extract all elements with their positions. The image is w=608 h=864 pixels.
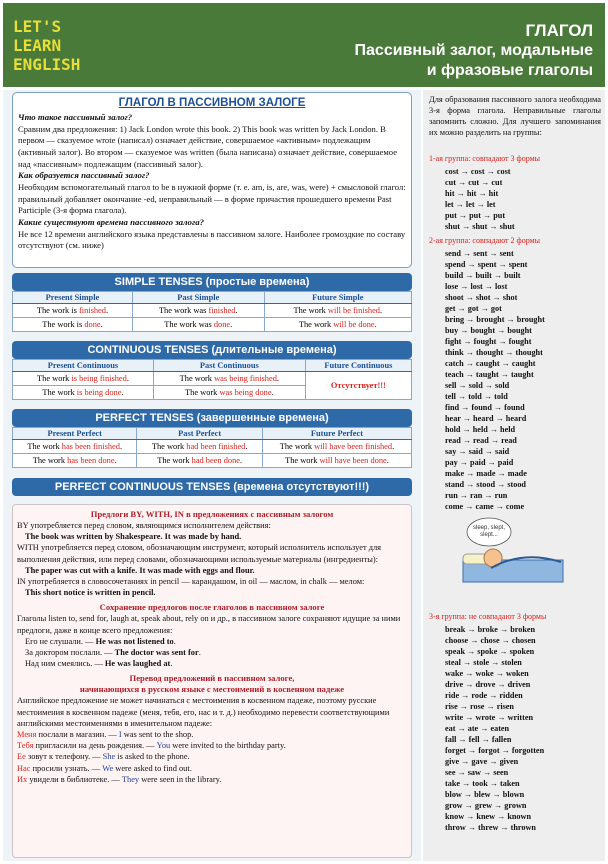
verb-forms: blow → blew → blown bbox=[445, 790, 525, 799]
perfect-tenses-band: PERFECT TENSES (завершенные времена) bbox=[12, 409, 412, 427]
translation-line: Тебя пригласили на день рождения. — You were invited to the birthday party. bbox=[17, 741, 286, 751]
prep-heading: начинающихся в русском языке с местоимений в косвенном падеже bbox=[79, 684, 345, 695]
verb-forms: fight → fought → fought bbox=[445, 337, 532, 346]
verb-forms: shut → shut → shut bbox=[445, 222, 515, 231]
verb-forms: buy → bought → bought bbox=[445, 326, 532, 335]
verb-forms: shoot → shot → shot bbox=[445, 293, 518, 302]
example-line: Над ним смеялись. — He was laughed at. bbox=[25, 659, 173, 669]
title-sub2: и фразовые глаголы bbox=[426, 62, 593, 79]
simple-tenses-band: SIMPLE TENSES (простые времена) bbox=[12, 273, 412, 291]
verb-forms: spend → spent → spent bbox=[445, 260, 528, 269]
verb-forms: put → put → put bbox=[445, 211, 506, 220]
verb-forms: forget → forgot → forgotten bbox=[445, 746, 545, 755]
translation-line: Меня послали в магазин. — I was sent to the shop. bbox=[17, 730, 194, 740]
verb-forms: hit → hit → hit bbox=[445, 189, 499, 198]
prep-heading: Предлоги BY, WITH, IN в предложениях с пассивным залогом bbox=[90, 509, 334, 519]
question: Какие существуют времена пассивного залога? bbox=[18, 216, 204, 227]
col-head: Future Perfect bbox=[262, 428, 411, 440]
verb-forms: choose → chose → chosen bbox=[445, 636, 536, 645]
verb-forms: ride → rode → ridden bbox=[445, 691, 523, 700]
verb-forms: cut → cut → cut bbox=[445, 178, 503, 187]
verb-forms: say → said → said bbox=[445, 447, 510, 456]
verb-forms: get → got → got bbox=[445, 304, 502, 313]
right-column bbox=[423, 90, 605, 861]
group1-heading: 1-ая группа: совпадают 3 формы bbox=[429, 154, 541, 163]
group3-heading: 3-я группа: не совпадают 3 формы bbox=[429, 612, 547, 621]
col-head: Future Continuous bbox=[305, 360, 411, 372]
verb-forms: teach → taught → taught bbox=[445, 370, 534, 379]
cell: The work was done. bbox=[132, 318, 264, 332]
verbs-intro: Для образования пассивного залога необходима 3-я форма глагола. Неправильные глаголы запомнить сложно. Для лучшего запоминания их можно разделить на группы: bbox=[429, 95, 601, 137]
verb-forms: wake → woke → woken bbox=[445, 669, 529, 678]
svg-text:slept...: slept... bbox=[480, 532, 498, 538]
verb-forms: see → saw → seen bbox=[445, 768, 509, 777]
left-column bbox=[3, 90, 421, 861]
logo-line: ENGLISH bbox=[13, 55, 81, 74]
perfect-table bbox=[12, 427, 412, 468]
verb-forms: grow → grew → grown bbox=[445, 801, 527, 810]
col-head: Present Perfect bbox=[13, 428, 137, 440]
cell: The work is being finished. bbox=[13, 372, 154, 386]
section-title: ГЛАГОЛ В ПАССИВНОМ ЗАЛОГЕ bbox=[118, 97, 306, 109]
prep-with: WITH употребляется перед словом, обозначающим инструмент, который исполнитель использует для выполнения действия, или перед словами, обозначающими используемые материалы (ингредиенты): bbox=[17, 543, 382, 564]
prepositions-box bbox=[12, 504, 412, 858]
cell: The work has been done. bbox=[13, 454, 137, 468]
continuous-tenses-band: CONTINUOUS TENSES (длительные времена) bbox=[12, 341, 412, 359]
prep-in: IN употребляется в словосочетаниях in pencil — карандашом, in oil — маслом, in chalk — мелом: bbox=[17, 577, 365, 587]
group1-list bbox=[445, 166, 515, 232]
title-sub1: Пассивный залог, модальные bbox=[354, 42, 593, 59]
verb-forms: send → sent → sent bbox=[445, 249, 514, 258]
prep-with-example: The paper was cut with a knife. It was made with eggs and flour. bbox=[25, 565, 255, 575]
verb-forms: tell → told → told bbox=[445, 392, 508, 401]
verb-forms: cost → cost → cost bbox=[445, 167, 511, 176]
simple-table bbox=[12, 291, 412, 332]
verb-forms: steal → stole → stolen bbox=[445, 658, 522, 667]
col-head: Present Continuous bbox=[13, 360, 154, 372]
cell: The work is finished. bbox=[13, 304, 133, 318]
translation-line: Нас просили узнать. — We were asked to find out. bbox=[17, 763, 192, 773]
translation-line: Их увидели в библиотеке. — They were seen in the library. bbox=[17, 774, 222, 784]
verb-forms: find → found → found bbox=[445, 403, 525, 412]
prep-paragraph: Глаголы listen to, send for, laugh at, speak about, rely on и др., в пассивном залоге сохраняют идущие за ними предлоги, даже в конце всего предложения: bbox=[17, 614, 401, 635]
verb-forms: hear → heard → heard bbox=[445, 414, 527, 423]
verb-forms: pay → paid → paid bbox=[445, 458, 514, 467]
prep-paragraph: Английское предложение не может начинаться с местоимения в косвенном падеже, поэтому русские местоимения в косвенном падеже (меня, тебя, его, нас и т. д.) необходимо перевести соответствующими английскими местоимениями в именительном падеже: bbox=[17, 696, 390, 728]
question: Что такое пассивный залог? bbox=[18, 112, 133, 122]
verb-forms: take → took → taken bbox=[445, 779, 520, 788]
verb-forms: make → made → made bbox=[445, 469, 527, 478]
prep-in-example: This short notice is written in pencil. bbox=[25, 588, 156, 598]
svg-text:sleep, slept,: sleep, slept, bbox=[472, 525, 506, 531]
question: Как образуется пассивный залог? bbox=[18, 170, 150, 181]
verb-forms: catch → caught → caught bbox=[445, 359, 536, 368]
logo bbox=[13, 17, 123, 74]
cell: The work is done. bbox=[13, 318, 133, 332]
cell: The work will have been done. bbox=[262, 454, 411, 468]
verb-forms: break → broke → broken bbox=[445, 625, 536, 634]
verb-forms: lose → lost → lost bbox=[445, 282, 508, 291]
continuous-table bbox=[12, 359, 412, 400]
verb-forms: give → gave → given bbox=[445, 757, 519, 766]
prep-heading: Перевод предложений в пассивном залоге, bbox=[129, 673, 295, 684]
paragraph: Необходим вспомогательный глагол to be в нужной форме (т. е. am, is, are, was, were) + смысловой глагол: правильный добавляет окончание -ed, неправильный — в форме причастия прошедшего времени Past Participle (3-я форма глагола). bbox=[18, 181, 406, 216]
cell: The work had been finished. bbox=[137, 440, 263, 454]
verb-forms: read → read → read bbox=[445, 436, 517, 445]
verb-forms: hold → held → held bbox=[445, 425, 516, 434]
verb-forms: build → built → built bbox=[445, 271, 521, 280]
verb-forms: eat → ate → eaten bbox=[445, 724, 510, 733]
verb-forms: speak → spoke → spoken bbox=[445, 647, 535, 656]
prep-by: BY употребляется перед словом, являющимся исполнителем действия: bbox=[17, 521, 271, 530]
group2-list bbox=[445, 248, 545, 512]
col-head: Past Perfect bbox=[137, 428, 263, 440]
page-title bbox=[355, 21, 593, 81]
verb-forms: fall → fell → fallen bbox=[445, 735, 512, 744]
verb-forms: know → knew → known bbox=[445, 812, 531, 821]
cell: The work will be done. bbox=[264, 318, 411, 332]
verb-forms: throw → threw → thrown bbox=[445, 823, 536, 832]
sleeping-person-icon bbox=[453, 510, 573, 590]
cell: The work is being done. bbox=[13, 386, 154, 400]
verb-forms: run → ran → run bbox=[445, 491, 508, 500]
logo-line: LET'S bbox=[13, 17, 62, 36]
title-main: ГЛАГОЛ bbox=[525, 21, 593, 40]
group3-list bbox=[445, 624, 544, 833]
prep-by-example: The book was written by Shakespeare. It was made by hand. bbox=[25, 532, 242, 542]
perfect-continuous-band: PERFECT CONTINUOUS TENSES (времена отсутствуют!!!) bbox=[12, 478, 412, 496]
sleeping-illustration bbox=[453, 510, 573, 590]
col-head: Past Simple bbox=[132, 292, 264, 304]
verb-forms: think → thought → thought bbox=[445, 348, 543, 357]
cell: The work will be finished. bbox=[264, 304, 411, 318]
verb-forms: write → wrote → written bbox=[445, 713, 534, 722]
absent-note: Отсутствует!!! bbox=[305, 372, 411, 400]
example-line: Его не слушали. — He was not listened to. bbox=[25, 636, 176, 646]
cell: The work has been finished. bbox=[13, 440, 137, 454]
group2-heading: 2-ая группа: совпадают 2 формы bbox=[429, 236, 541, 245]
verb-forms: sell → sold → sold bbox=[445, 381, 510, 390]
cell: The work was being done. bbox=[153, 386, 305, 400]
header-banner bbox=[3, 3, 605, 87]
col-head: Past Continuous bbox=[153, 360, 305, 372]
translation-line: Ее зовут к телефону. — She is asked to the phone. bbox=[17, 752, 190, 762]
cell: The work was finished. bbox=[132, 304, 264, 318]
col-head: Future Simple bbox=[264, 292, 411, 304]
col-head: Present Simple bbox=[13, 292, 133, 304]
example-line: За доктором послали. — The doctor was sent for. bbox=[25, 648, 201, 658]
verb-forms: come → came → come bbox=[445, 502, 525, 511]
verb-forms: drive → drove → driven bbox=[445, 680, 531, 689]
passive-intro-box bbox=[12, 92, 412, 268]
cell: The work was being finished. bbox=[153, 372, 305, 386]
cell: The work had been done. bbox=[137, 454, 263, 468]
paragraph: Не все 12 времени английского языка представлены в пассивном залоге. Наиболее громоздкие по составу отсутствуют (см. ниже) bbox=[18, 228, 406, 251]
cell: The work will have been finished. bbox=[262, 440, 411, 454]
verb-forms: stand → stood → stood bbox=[445, 480, 526, 489]
verb-forms: bring → brought → brought bbox=[445, 315, 545, 324]
verb-forms: rise → rose → risen bbox=[445, 702, 514, 711]
prep-heading: Сохранение предлогов после глаголов в пассивном залоге bbox=[99, 602, 325, 613]
logo-line: LEARN bbox=[13, 36, 62, 55]
paragraph: Сравним два предложения: 1) Jack London wrote this book. 2) This book was written by Jack London. В первом — сказуемое wrote (написал) означает действие, совершаемое «активным» подлежащим (активный залог). Во втором — сказуемое was written (была написана) означает действие, совершаемое над «пассивным» подлежащим (пассивный залог). bbox=[18, 123, 398, 169]
verb-forms: let → let → let bbox=[445, 200, 496, 209]
